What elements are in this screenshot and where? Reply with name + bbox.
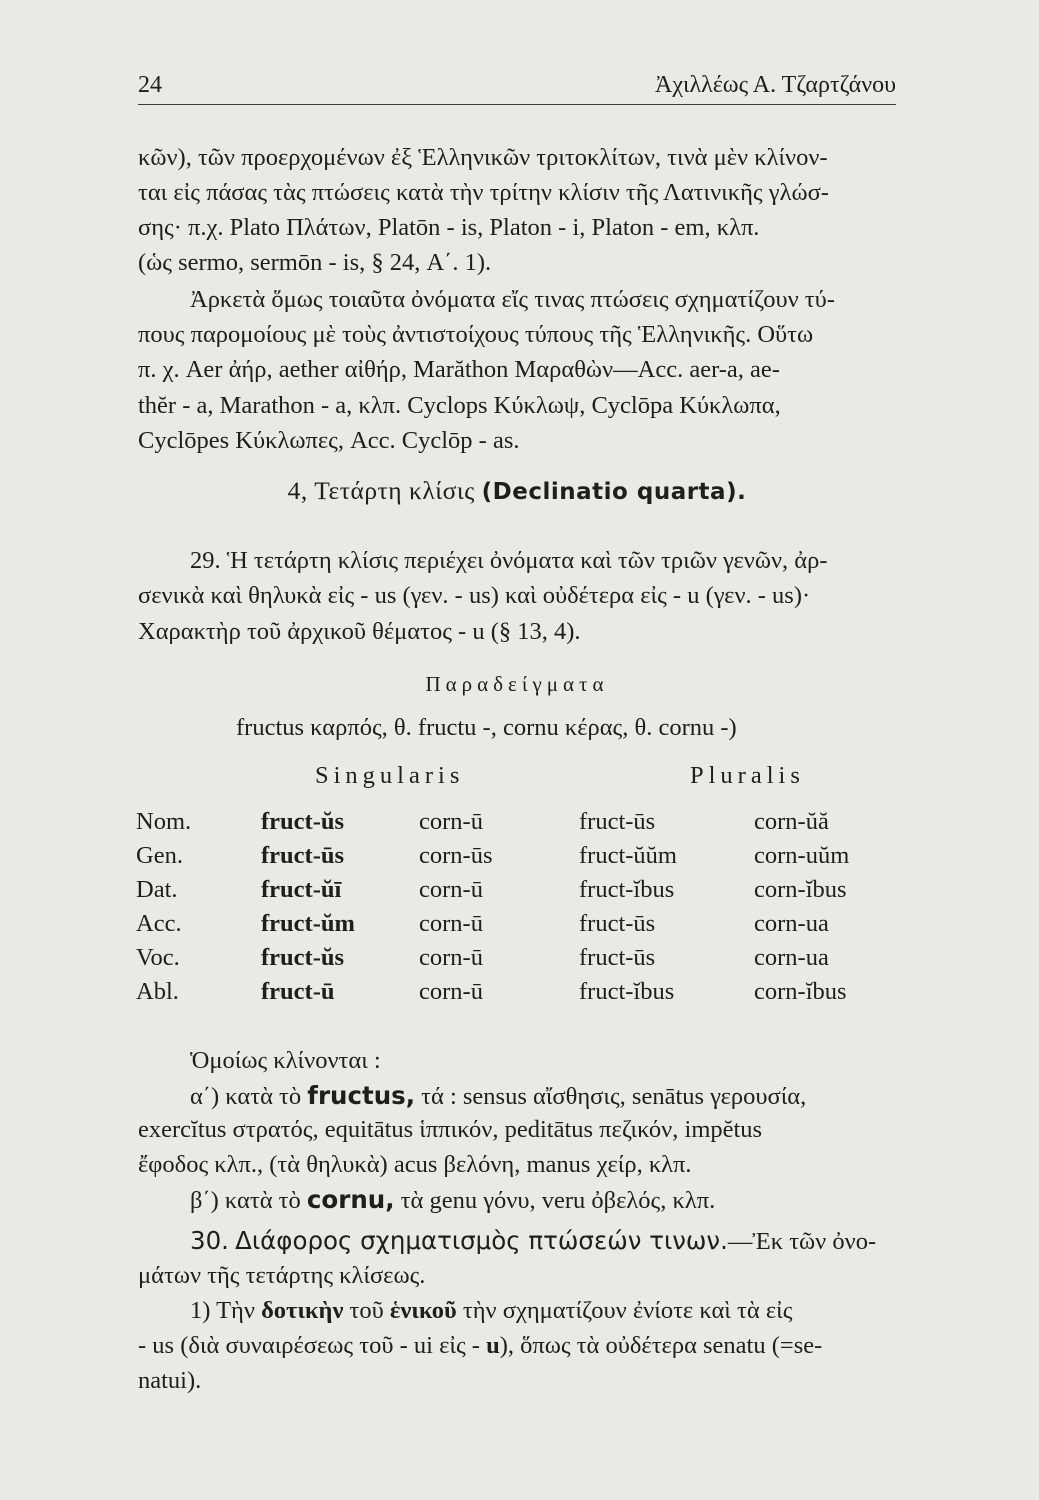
text-line: Cyclōpes Κύκλωπες, Acc. Cyclōp - as.: [138, 427, 520, 454]
declension-table: [136, 805, 904, 1009]
table-row: [136, 941, 904, 975]
bold-term: ἑνικοῦ: [389, 1297, 457, 1324]
text-line: σενικὰ καὶ θηλυκὰ εἰς - us (γεν. - us) καὶ οὐδέτερα εἰς - u (γεν. - us)·: [138, 582, 811, 609]
text-line: σης· π.χ. Plato Πλάτων, Platōn - is, Platon - i, Platon - em, κλπ.: [138, 214, 760, 241]
table-cell-s2: corn-ū: [419, 978, 483, 1005]
examples-line: fructus καρπός, θ. fructu -, cornu κέρας, θ. cornu -): [236, 714, 737, 741]
bold-term: δοτικὴν: [261, 1297, 344, 1324]
table-row: [136, 907, 904, 941]
table-cell-p1: fruct-ūs: [579, 808, 656, 835]
text-line: κῶν), τῶν προερχομένων ἐξ Ἑλληνικῶν τριτοκλίτων, τινὰ μὲν κλίνον-: [138, 144, 828, 171]
table-cell-p1: fruct-ūs: [579, 910, 656, 937]
table-cell-s2: corn-ūs: [419, 842, 493, 869]
table-cell-case: Gen.: [136, 842, 183, 869]
table-cell-p2: corn-uŭm: [754, 842, 850, 869]
table-row: [136, 873, 904, 907]
running-head: Ἀχιλλέως Α. Τζαρτζάνου: [655, 72, 896, 98]
text-line: πους παρομοίους μὲ τοὺς ἀντιστοίχους τύπους τῆς Ἑλληνικῆς. Οὕτω: [138, 321, 814, 348]
section-heading: [138, 476, 896, 506]
bold-term: u: [486, 1332, 500, 1359]
table-row: [136, 805, 904, 839]
table-cell-s2: corn-ū: [419, 808, 483, 835]
table-cell-p1: fruct-ŭŭm: [579, 842, 677, 869]
table-cell-s1: fruct-ŭs: [261, 944, 345, 971]
table-cell-case: Voc.: [136, 944, 180, 971]
table-cell-p2: corn-ua: [754, 910, 829, 937]
table-cell-p2: corn-ĭbus: [754, 978, 847, 1005]
page-number: 24: [138, 72, 162, 98]
text-line: ται εἰς πάσας τὰς πτώσεις κατὰ τὴν τρίτην κλίσιν τῆς Λατινικῆς γλώσ-: [138, 179, 829, 206]
bold-term: cornu,: [306, 1185, 395, 1214]
pluralis-label: Pluralis: [690, 762, 805, 789]
table-cell-s2: corn-ū: [419, 876, 483, 903]
text-line: (ὡς sermo, sermōn - is, § 24, Α΄. 1).: [138, 249, 492, 276]
table-cell-s1: fruct-ūs: [261, 842, 345, 869]
section-number: 30.: [190, 1226, 229, 1255]
table-cell-case: Dat.: [136, 876, 178, 903]
table-cell-s1: fruct-ū: [261, 978, 335, 1005]
text-line: thĕr - a, Marathon - a, κλπ. Cyclops Κύκλωψ, Cyclōpa Κύκλωπα,: [138, 392, 781, 419]
table-cell-s1: fruct-ŭm: [261, 910, 355, 937]
text-line: Ὁμοίως κλίνονται :: [190, 1047, 381, 1074]
table-cell-case: Nom.: [136, 808, 192, 835]
table-cell-s1: fruct-ŭs: [261, 808, 345, 835]
table-cell-case: Acc.: [136, 910, 182, 937]
text-line: natui).: [138, 1367, 202, 1394]
table-cell-s1: fruct-ŭī: [261, 876, 342, 903]
text-line: Χαρακτὴρ τοῦ ἀρχικοῦ θέματος - u (§ 13, 4).: [138, 618, 581, 645]
table-cell-s2: corn-ū: [419, 944, 483, 971]
table-cell-p2: corn-ŭă: [754, 808, 829, 835]
text-line: π. χ. Aer ἀήρ, aether αἰθήρ, Marăthon Μαραθὼν—Acc. aer-a, ae-: [138, 356, 780, 383]
text-line: Ἀρκετὰ ὅμως τοιαῦτα ὀνόματα εἴς τινας πτώσεις σχηματίζουν τύ-: [190, 286, 835, 313]
table-row: [136, 975, 904, 1009]
text-line: 29. Ἡ τετάρτη κλίσις περιέχει ὀνόματα καὶ τῶν τριῶν γενῶν, ἀρ-: [190, 547, 828, 574]
section-heading-latin: (Declinatio quarta).: [481, 479, 747, 505]
singularis-label: Singularis: [315, 762, 465, 789]
text-line: exercĭtus στρατός, equitātus ἱππικόν, peditātus πεζικόν, impĕtus: [138, 1116, 763, 1143]
text-line: ἔφοδος κλπ., (τὰ θηλυκὰ) acus βελόνη, manus χείρ, κλπ.: [138, 1151, 692, 1178]
table-row: [136, 839, 904, 873]
text-line: μάτων τῆς τετάρτης κλίσεως.: [138, 1262, 426, 1289]
table-cell-p1: fruct-ĭbus: [579, 978, 675, 1005]
table-cell-p1: fruct-ĭbus: [579, 876, 675, 903]
book-page: 24 Ἀχιλλέως Α. Τζαρτζάνου κῶν), τῶν προερχομένων ἐξ Ἑλληνικῶν τριτοκλίτων, τινὰ μὲν κλίνον- ται εἰς πάσας τὰς πτώσεις κατὰ τὴν τρίτην κλίσιν τῆς Λατινικῆς γλώσ- σης· π.χ. Plato Πλάτων, Platōn - is, Platon - i, Platon - em, κλπ. (ὡς sermo, sermōn - is, § 24, Α΄. 1). Ἀρκετὰ ὅμως τοιαῦτα ὀνόματα εἴς τινας πτώσεις σχηματίζουν τύ- πους παρομοίους μὲ τοὺς ἀντιστοίχους τύπους τῆς Ἑλληνικῆς. Οὕτω π. χ. Aer ἀήρ, aether αἰθήρ, Marăthon Μαραθὼν—Acc. aer-a, ae- thĕr - a, Marathon - a, κλπ. Cyclops Κύκλωψ, Cyclōpa Κύκλωπα, Cyclōpes Κύκλωπες, Acc. Cyclōp - as. 4, Τετάρτη κλίσις (Declinatio quarta). 29. Ἡ τετάρτη κλίσις περιέχει ὀνόματα καὶ τῶν τριῶν γενῶν, ἀρ- σενικὰ καὶ θηλυκὰ εἰς - us (γεν. - us) καὶ οὐδέτερα εἰς - u (γεν. - us)· Χαρακτὴρ τοῦ ἀρχικοῦ θέματος - u (§ 13, 4). Παραδείγματα fructus καρπός, θ. fructu -, cornu κέρας, θ. cornu -) Singularis Pluralis Nom. fruct-ŭs corn-ū fruct-ūs corn-ŭă Gen. fruct-ūs corn-ūs fruct-ŭŭm corn-uŭm Dat. fruct-ŭī corn-ū fruct-ĭbus corn-ĭbus Acc. fruct-ŭm corn-ū fruct-ūs corn-ua Voc. fruct-ŭs corn-ū fruct-ūs corn-ua Abl. fruct-ū corn-ū fruct-ĭbus corn-ĭbus Ὁμοίως κλίνονται : α΄) κατὰ τὸ fructus, τά : sensus αἴσθησις, senātus γερουσία, exercĭtus στρατός, equitātus ἱππικόν, peditātus πεζικόν, impĕtus ἔφοδος κλπ., (τὰ θηλυκὰ) acus βελόνη, manus χείρ, κλπ. β΄) κατὰ τὸ cornu, τὰ genu γόνυ, veru ὀβελός, κλπ. 30. Διάφορος σχηματισμὸς πτώσεών τινων.—Ἐκ τῶν ὀνο- μάτων τῆς τετάρτης κλίσεως. 1) Τὴν δοτικὴν τοῦ ἑνικοῦ τὴν σχηματίζουν ἐνίοτε καὶ τὰ εἰς - us (διὰ συναιρέσεως τοῦ - ui εἰς - u), ὅπως τὰ οὐδέτερα senatu (=se- natui).: [0, 0, 1039, 1500]
section-title: Διάφορος σχηματισμὸς πτώσεών τινων.: [235, 1226, 728, 1255]
table-cell-case: Abl.: [136, 978, 179, 1005]
bold-term: fructus,: [307, 1081, 416, 1110]
table-cell-p2: corn-ua: [754, 944, 829, 971]
examples-title: Παραδείγματα: [425, 672, 609, 696]
table-cell-s2: corn-ū: [419, 910, 483, 937]
table-cell-p2: corn-ĭbus: [754, 876, 847, 903]
table-cell-p1: fruct-ūs: [579, 944, 656, 971]
section-heading-greek: 4, Τετάρτη κλίσις: [287, 476, 475, 505]
page-header: [138, 64, 896, 105]
